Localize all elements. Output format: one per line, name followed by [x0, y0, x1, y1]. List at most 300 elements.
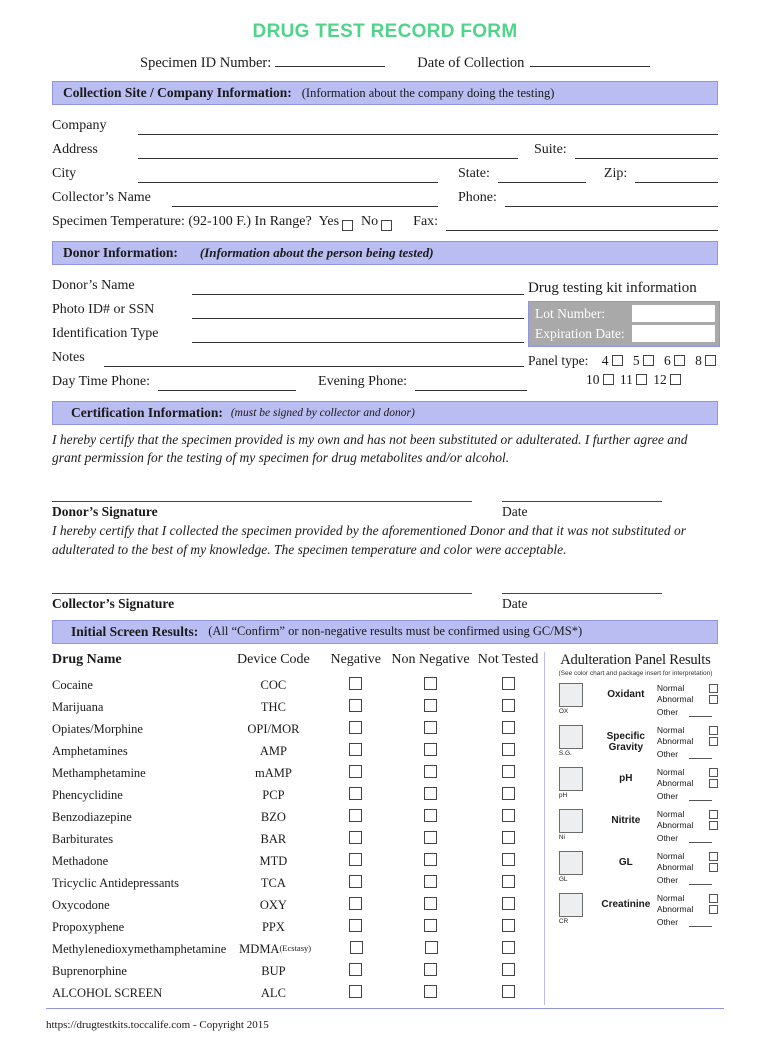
not-tested-checkbox[interactable]: [502, 677, 515, 690]
drug-name-cell: Tricyclic Antidepressants: [52, 876, 179, 891]
negative-checkbox[interactable]: [349, 787, 362, 800]
negative-cell: [323, 787, 389, 804]
not-tested-checkbox[interactable]: [502, 831, 515, 844]
non-negative-cell: [389, 787, 472, 804]
adulteration-code-label: pH: [558, 791, 568, 799]
negative-cell: [323, 897, 389, 914]
collection-site-section-header: [52, 81, 718, 105]
adulteration-abnormal-checkbox[interactable]: [709, 779, 718, 788]
non-negative-checkbox[interactable]: [424, 699, 437, 712]
drug-name-cell: Opiates/Morphine: [52, 722, 143, 737]
drug-name-cell: Barbiturates: [52, 832, 114, 847]
panel-option-4-checkbox[interactable]: [612, 355, 623, 366]
column-header-not-tested: Not Tested: [477, 651, 539, 667]
device-code-cell: [224, 876, 322, 891]
adulteration-other-input[interactable]: [689, 877, 712, 885]
photo-id-label: Photo ID# or SSN: [52, 302, 155, 317]
expiration-date-label: Expiration Date:: [535, 325, 625, 341]
not-tested-cell: [472, 677, 544, 694]
phone-input[interactable]: [505, 192, 718, 207]
negative-checkbox[interactable]: [349, 743, 362, 756]
day-phone-input[interactable]: [158, 376, 296, 391]
table-row: [52, 675, 544, 697]
adulteration-abnormal-checkbox[interactable]: [709, 863, 718, 872]
drug-name-cell: Phencyclidine: [52, 788, 123, 803]
adulteration-row: [553, 767, 718, 801]
adulteration-normal-label: Normal: [656, 851, 685, 862]
city-input[interactable]: [138, 168, 438, 183]
company-input[interactable]: [138, 120, 718, 135]
specimen-id-label: Specimen ID Number:: [140, 55, 272, 71]
drug-test-record-form-page: [0, 21, 770, 1045]
adulteration-analyte-name: Nitrite: [611, 814, 641, 826]
panel-option-5[interactable]: [633, 353, 657, 368]
non-negative-cell: [389, 985, 472, 1002]
adulteration-options: [657, 683, 718, 717]
kit-info-box: [528, 301, 720, 347]
notes-label: Notes: [52, 350, 85, 365]
table-row: [52, 873, 544, 895]
panel-type-row-2: [528, 372, 720, 388]
device-code-text: OXY: [259, 898, 287, 913]
negative-checkbox[interactable]: [349, 699, 362, 712]
not-tested-checkbox[interactable]: [502, 853, 515, 866]
device-code-cell: [224, 854, 322, 869]
non-negative-cell: [390, 941, 473, 958]
table-row: [52, 851, 544, 873]
fax-input[interactable]: [446, 216, 718, 231]
company-row: [52, 111, 718, 135]
column-header-negative: Negative: [330, 651, 381, 667]
table-row: [52, 719, 544, 741]
negative-cell: [323, 919, 389, 936]
donor-signature-label: Donor’s Signature: [52, 504, 158, 520]
adulteration-other-label: Other: [656, 706, 679, 717]
panel-option-8-checkbox[interactable]: [705, 355, 716, 366]
page-title: DRUG TEST RECORD FORM: [252, 21, 518, 42]
city-row: [52, 159, 718, 183]
non-negative-checkbox[interactable]: [424, 721, 437, 734]
adulteration-normal-option: [657, 767, 718, 778]
certification-heading: Certification Information:: [71, 405, 223, 420]
drug-name-cell: Marijuana: [52, 700, 104, 715]
device-code-cell: [224, 986, 322, 1001]
negative-checkbox[interactable]: [349, 875, 362, 888]
company-label: Company: [52, 118, 107, 133]
adulteration-abnormal-checkbox[interactable]: [709, 737, 718, 746]
adulteration-analyte-name: GL: [618, 856, 633, 868]
non-negative-checkbox[interactable]: [425, 941, 438, 954]
collector-name-label: Collector’s Name: [52, 190, 151, 205]
non-negative-checkbox[interactable]: [424, 765, 437, 778]
negative-checkbox[interactable]: [350, 941, 363, 954]
non-negative-checkbox[interactable]: [424, 787, 437, 800]
negative-cell: [323, 809, 389, 826]
column-header-device-code: Device Code: [237, 651, 310, 667]
panel-option-11[interactable]: [620, 372, 650, 387]
non-negative-cell: [389, 809, 472, 826]
adulteration-other-option: [657, 915, 718, 927]
date-of-collection-label: Date of Collection: [417, 55, 525, 71]
suite-input[interactable]: [575, 144, 718, 159]
temp-no-label: No: [361, 214, 379, 229]
adulteration-options: [657, 851, 718, 885]
device-code-cell: [224, 722, 322, 737]
not-tested-checkbox[interactable]: [502, 787, 515, 800]
panel-option-8-label: 8: [695, 353, 702, 368]
device-code-text: COC: [260, 678, 287, 693]
drug-name-cell: Amphetamines: [52, 744, 128, 759]
adulteration-normal-checkbox[interactable]: [709, 810, 718, 819]
adulteration-other-input[interactable]: [689, 751, 712, 759]
donor-signature-line[interactable]: [52, 501, 472, 502]
not-tested-cell: [472, 919, 544, 936]
not-tested-cell: [472, 743, 544, 760]
negative-cell: [323, 743, 389, 760]
adulteration-analyte-name: Creatinine: [601, 898, 651, 910]
adulteration-other-label: Other: [656, 832, 679, 843]
drug-testing-kit-info: [528, 280, 720, 388]
panel-option-10[interactable]: [586, 372, 617, 387]
specimen-temperature-label: Specimen Temperature: (92-100 F.) In Range?: [52, 214, 312, 229]
specimen-id-input[interactable]: [275, 54, 385, 67]
initial-screen-results-header: [52, 620, 718, 644]
non-negative-cell: [389, 963, 472, 980]
panel-option-8[interactable]: [695, 353, 719, 368]
not-tested-checkbox[interactable]: [502, 919, 515, 932]
collector-certification-text: I hereby certify that I collected the specimen provided by the aforementioned Donor and that it was not substituted or adulterated to the best of my knowledge. The specimen temperature and color were acceptable.: [52, 523, 686, 557]
zip-input[interactable]: [635, 168, 718, 183]
negative-cell: [324, 941, 390, 958]
expiration-date-input[interactable]: [632, 325, 715, 342]
panel-option-12[interactable]: [653, 372, 684, 387]
device-code-text: TCA: [260, 876, 286, 891]
adulteration-normal-label: Normal: [656, 893, 685, 904]
device-code-text: BZO: [260, 810, 286, 825]
device-code-text: PPX: [261, 920, 285, 935]
address-label: Address: [52, 142, 98, 157]
collection-site-fields: [0, 111, 770, 231]
adulteration-other-label: Other: [656, 790, 679, 801]
adulteration-swatch-wrap: [553, 683, 595, 715]
adulteration-normal-checkbox[interactable]: [709, 894, 718, 903]
state-label: State:: [458, 166, 490, 181]
footer-text: https://drugtestkits.toccalife.com - Copyright 2015: [46, 1019, 269, 1031]
panel-option-6-checkbox[interactable]: [674, 355, 685, 366]
non-negative-checkbox[interactable]: [424, 677, 437, 690]
non-negative-cell: [389, 853, 472, 870]
collector-signature-lines: [0, 593, 770, 594]
temp-no-checkbox[interactable]: [381, 220, 392, 231]
drug-name-cell: Cocaine: [52, 678, 93, 693]
device-code-cell: [226, 942, 324, 957]
not-tested-checkbox[interactable]: [502, 985, 515, 998]
adulteration-row: [553, 893, 718, 927]
adulteration-other-input[interactable]: [689, 919, 712, 927]
adulteration-abnormal-option: [657, 862, 718, 873]
negative-checkbox[interactable]: [349, 985, 362, 998]
adulteration-swatch-wrap: [553, 725, 595, 757]
non-negative-checkbox[interactable]: [424, 875, 437, 888]
device-code-text: AMP: [259, 744, 287, 759]
adulteration-abnormal-option: [657, 694, 718, 705]
adulteration-color-swatch: [559, 809, 583, 833]
phone-label: Phone:: [458, 190, 497, 205]
donor-heading: Donor Information:: [63, 245, 178, 260]
initial-screen-results-note: (All “Confirm” or non-negative results must be confirmed using GC/MS*): [208, 624, 583, 639]
panel-option-6[interactable]: [664, 353, 688, 368]
non-negative-checkbox[interactable]: [424, 919, 437, 932]
negative-checkbox[interactable]: [349, 831, 362, 844]
adulteration-color-swatch: [559, 683, 583, 707]
not-tested-cell: [473, 941, 544, 958]
not-tested-cell: [472, 853, 544, 870]
non-negative-checkbox[interactable]: [424, 897, 437, 910]
not-tested-checkbox[interactable]: [502, 699, 515, 712]
device-code-cell: [224, 788, 322, 803]
negative-cell: [323, 985, 389, 1002]
adulteration-normal-label: Normal: [656, 767, 685, 778]
adulteration-options: [657, 767, 718, 801]
non-negative-cell: [389, 765, 472, 782]
adulteration-code-label: OX: [558, 707, 569, 715]
notes-input[interactable]: [104, 352, 524, 367]
collector-date-line[interactable]: [502, 593, 662, 594]
adulteration-abnormal-label: Abnormal: [656, 862, 694, 873]
panel-option-12-checkbox[interactable]: [670, 374, 681, 385]
adulteration-other-input[interactable]: [689, 793, 712, 801]
specimen-header-row: [0, 54, 770, 72]
not-tested-checkbox[interactable]: [502, 875, 515, 888]
panel-option-11-checkbox[interactable]: [636, 374, 647, 385]
non-negative-checkbox[interactable]: [424, 985, 437, 998]
not-tested-cell: [472, 721, 544, 738]
collector-name-row: [52, 183, 718, 207]
adulteration-normal-checkbox[interactable]: [709, 726, 718, 735]
non-negative-cell: [389, 831, 472, 848]
adulteration-abnormal-label: Abnormal: [656, 694, 694, 705]
negative-cell: [323, 699, 389, 716]
adulteration-color-swatch: [559, 767, 583, 791]
evening-phone-label: Evening Phone:: [318, 374, 408, 389]
lot-number-input[interactable]: [632, 305, 715, 322]
negative-checkbox[interactable]: [349, 721, 362, 734]
panel-option-6-label: 6: [664, 353, 671, 368]
adulteration-normal-checkbox[interactable]: [709, 768, 718, 777]
not-tested-checkbox[interactable]: [502, 765, 515, 778]
collector-signature-line[interactable]: [52, 593, 472, 594]
not-tested-checkbox[interactable]: [502, 963, 515, 976]
drug-name-cell: Buprenorphine: [52, 964, 127, 979]
device-code-cell: [224, 744, 322, 759]
device-code-cell: [224, 920, 322, 935]
non-negative-cell: [389, 699, 472, 716]
lot-number-row: [535, 305, 715, 322]
adulteration-abnormal-option: [657, 736, 718, 747]
adulteration-other-option: [657, 831, 718, 843]
state-input[interactable]: [498, 168, 586, 183]
panel-option-10-label: 10: [586, 372, 600, 387]
adulteration-row: [553, 725, 718, 759]
device-code-cell: [224, 898, 322, 913]
results-divider: [544, 652, 545, 1005]
not-tested-checkbox[interactable]: [502, 743, 515, 756]
adulteration-other-label: Other: [656, 748, 679, 759]
negative-checkbox[interactable]: [349, 919, 362, 932]
not-tested-checkbox[interactable]: [502, 897, 515, 910]
photo-id-input[interactable]: [192, 304, 524, 319]
adulteration-color-swatch: [559, 725, 583, 749]
adulteration-abnormal-checkbox[interactable]: [709, 695, 718, 704]
temp-yes-checkbox[interactable]: [342, 220, 353, 231]
adulteration-color-swatch: [559, 893, 583, 917]
drug-name-cell: Benzodiazepine: [52, 810, 132, 825]
temp-yes-label: Yes: [318, 214, 340, 229]
adulteration-row: [553, 683, 718, 717]
collector-signature-label: Collector’s Signature: [52, 595, 175, 611]
adulteration-other-option: [657, 873, 718, 885]
table-row: [52, 983, 544, 1005]
adulteration-options: [657, 893, 718, 927]
lot-number-label: Lot Number:: [535, 305, 606, 321]
adulteration-analyte-name: Specific Gravity: [606, 730, 645, 754]
adulteration-abnormal-label: Abnormal: [656, 904, 694, 915]
table-row: [52, 829, 544, 851]
negative-checkbox[interactable]: [349, 809, 362, 822]
negative-checkbox[interactable]: [349, 677, 362, 690]
drug-name-cell: Oxycodone: [52, 898, 110, 913]
table-row: [52, 807, 544, 829]
negative-cell: [323, 721, 389, 738]
adulteration-options: [657, 809, 718, 843]
identification-type-input[interactable]: [192, 328, 524, 343]
adulteration-options: [657, 725, 718, 759]
date-of-collection-input[interactable]: [530, 54, 650, 67]
adulteration-other-option: [657, 747, 718, 759]
donor-date-line[interactable]: [502, 501, 662, 502]
panel-option-4[interactable]: [602, 353, 626, 368]
non-negative-checkbox[interactable]: [424, 853, 437, 866]
fax-label: Fax:: [413, 214, 439, 229]
negative-cell: [323, 875, 389, 892]
adulteration-normal-checkbox[interactable]: [709, 684, 718, 693]
drug-results-table: [52, 652, 544, 1005]
device-code-text: MTD: [259, 854, 288, 869]
table-row: [52, 895, 544, 917]
not-tested-cell: [472, 985, 544, 1002]
adulteration-other-option: [657, 705, 718, 717]
non-negative-cell: [389, 919, 472, 936]
non-negative-cell: [389, 721, 472, 738]
adulteration-code-label: S.G.: [558, 749, 572, 757]
device-code-cell: [224, 700, 322, 715]
donor-name-label: Donor’s Name: [52, 278, 135, 293]
donor-certification-text: I hereby certify that the specimen provided is my own and has not been substituted or adulterated. I further agree and grant permission for the testing of my specimen for drug metabolites and/or alcohol.: [52, 432, 688, 466]
not-tested-cell: [472, 831, 544, 848]
table-row: [52, 741, 544, 763]
adulteration-normal-option: [657, 683, 718, 694]
non-negative-checkbox[interactable]: [424, 743, 437, 756]
negative-checkbox[interactable]: [349, 897, 362, 910]
collector-date-label: Date: [502, 595, 528, 611]
adulteration-abnormal-option: [657, 820, 718, 831]
device-code-text: THC: [260, 700, 286, 715]
table-row: [52, 785, 544, 807]
adulteration-code-label: Ni: [558, 833, 565, 841]
address-input[interactable]: [138, 144, 518, 159]
drug-name-cell: Methadone: [52, 854, 109, 869]
non-negative-checkbox[interactable]: [424, 809, 437, 822]
adulteration-abnormal-label: Abnormal: [656, 820, 694, 831]
drug-table-header: [52, 652, 544, 675]
collector-name-input[interactable]: [172, 192, 438, 207]
negative-cell: [323, 677, 389, 694]
not-tested-cell: [472, 963, 544, 980]
adulteration-abnormal-option: [657, 904, 718, 915]
collection-site-heading: Collection Site / Company Information:: [63, 85, 292, 100]
kit-info-title: Drug testing kit information: [528, 280, 697, 296]
donor-name-input[interactable]: [192, 280, 524, 295]
negative-checkbox[interactable]: [349, 963, 362, 976]
negative-checkbox[interactable]: [349, 765, 362, 778]
adulteration-code-label: CR: [558, 917, 569, 925]
not-tested-checkbox[interactable]: [502, 941, 515, 954]
non-negative-cell: [389, 897, 472, 914]
panel-option-10-checkbox[interactable]: [603, 374, 614, 385]
adulteration-analyte-name: Oxidant: [607, 688, 645, 700]
drug-name-cell: Methamphetamine: [52, 766, 146, 781]
non-negative-checkbox[interactable]: [424, 963, 437, 976]
adulteration-normal-checkbox[interactable]: [709, 852, 718, 861]
donor-section-header: [52, 241, 718, 265]
collector-signature-labels: [0, 596, 770, 612]
adulteration-swatch-wrap: [553, 809, 595, 841]
adulteration-normal-label: Normal: [656, 725, 685, 736]
adulteration-abnormal-checkbox[interactable]: [709, 821, 718, 830]
donor-date-label: Date: [502, 504, 528, 520]
table-row: [52, 917, 544, 939]
adulteration-row: [553, 851, 718, 885]
adulteration-other-input[interactable]: [689, 835, 712, 843]
adulteration-other-option: [657, 789, 718, 801]
device-code-text: PCP: [262, 788, 285, 803]
device-code-cell: [224, 678, 322, 693]
adulteration-swatch-wrap: [553, 893, 595, 925]
adulteration-panel-title: Adulteration Panel Results: [560, 651, 711, 668]
device-code-text: BUP: [261, 964, 286, 979]
table-row: [52, 939, 544, 961]
non-negative-checkbox[interactable]: [424, 831, 437, 844]
adulteration-normal-option: [657, 893, 718, 904]
city-label: City: [52, 166, 77, 181]
not-tested-checkbox[interactable]: [502, 721, 515, 734]
panel-option-5-checkbox[interactable]: [643, 355, 654, 366]
not-tested-checkbox[interactable]: [502, 809, 515, 822]
negative-checkbox[interactable]: [349, 853, 362, 866]
non-negative-cell: [389, 677, 472, 694]
collection-site-note: (Information about the company doing the testing): [301, 85, 555, 100]
non-negative-cell: [389, 743, 472, 760]
certification-section-header: [52, 401, 718, 425]
adulteration-abnormal-label: Abnormal: [656, 778, 694, 789]
not-tested-cell: [472, 897, 544, 914]
adulteration-abnormal-checkbox[interactable]: [709, 905, 718, 914]
adulteration-other-input[interactable]: [689, 709, 712, 717]
column-header-drug-name: Drug Name: [52, 651, 122, 667]
zip-label: Zip:: [603, 166, 628, 181]
adulteration-other-label: Other: [656, 874, 679, 885]
evening-phone-input[interactable]: [415, 376, 527, 391]
